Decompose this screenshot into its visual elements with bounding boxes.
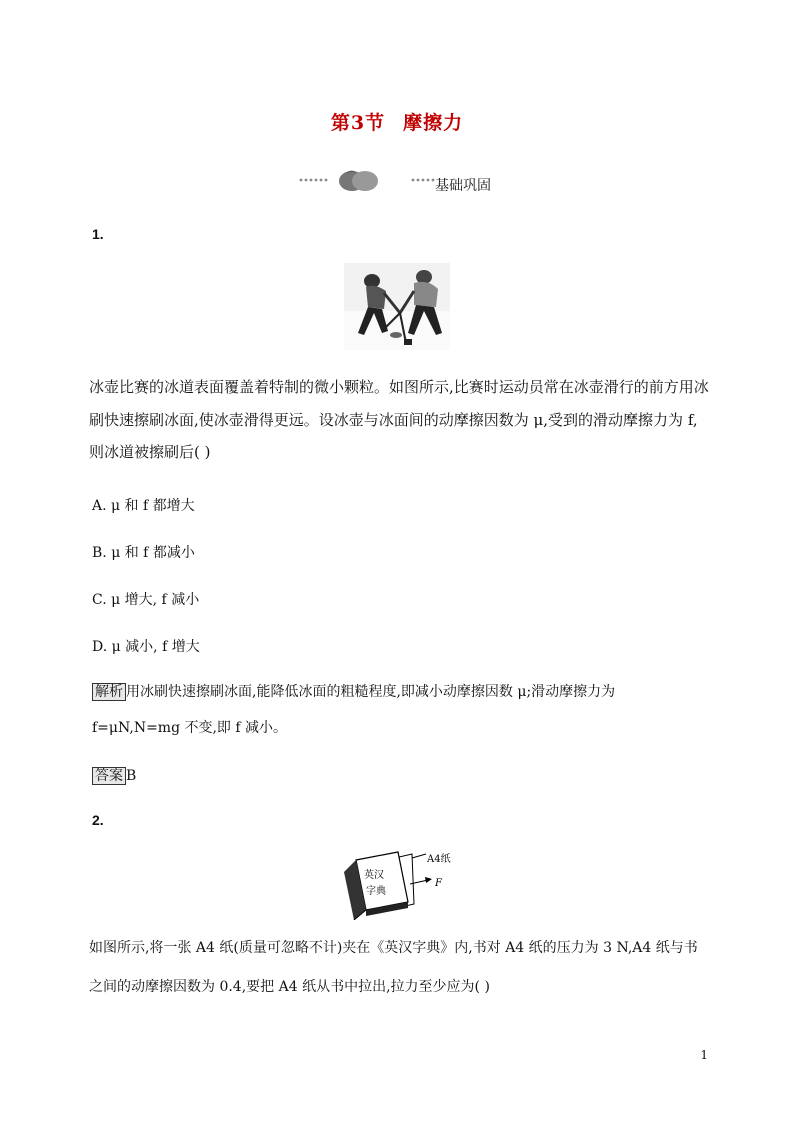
answer-block	[92, 765, 136, 785]
question-number: 1.	[92, 226, 104, 242]
option-b: B. μ 和 f 都减小	[92, 545, 195, 561]
chapter-title: 摩擦力	[403, 112, 464, 134]
curling-image-icon	[344, 263, 450, 350]
section-decoration-icon	[295, 168, 435, 194]
chapter-number: 第3节	[330, 112, 386, 134]
section-banner	[295, 168, 491, 194]
curling-photo	[344, 263, 450, 350]
force-label: F	[435, 878, 442, 889]
section-label: 基础巩固	[435, 178, 491, 194]
analysis-block	[92, 681, 615, 701]
page-title	[0, 108, 794, 135]
question-number: 2.	[92, 812, 104, 828]
analysis-text-1: 用冰刷快速擦刷冰面,能降低冰面的粗糙程度,即减小动摩擦因数 μ;滑动摩擦力为	[126, 684, 616, 700]
book-diagram-icon	[340, 850, 460, 920]
question-stem: 冰壶比赛的冰道表面覆盖着特制的微小颗粒。如图所示,比赛时运动员常在冰壶滑行的前方用冰刷快速擦刷冰面,使冰壶滑得更远。设冰壶与冰面间的动摩擦因数为 μ,受到的滑动摩擦力为 f,则冰道被擦刷后( )	[89, 378, 709, 461]
analysis-tag: 解析	[92, 683, 126, 701]
question-stem-line2: 之间的动摩擦因数为 0.4,要把 A4 纸从书中拉出,拉力至少应为( )	[89, 979, 490, 995]
answer-value: B	[126, 768, 137, 784]
option-c: C. μ 增大, f 减小	[92, 592, 200, 608]
analysis-text-2: f=μN,N=mg 不变,即 f 减小。	[92, 720, 288, 736]
option-d: D. μ 减小, f 增大	[92, 639, 200, 655]
answer-tag: 答案	[92, 767, 126, 785]
option-a: A. μ 和 f 都增大	[92, 498, 195, 514]
paper-label: A4纸	[427, 854, 451, 865]
book-title-line2: 字典	[366, 886, 386, 897]
book-figure	[340, 850, 460, 920]
page-number: 1	[700, 1048, 708, 1062]
question-stem-line1: 如图所示,将一张 A4 纸(质量可忽略不计)夹在《英汉字典》内,书对 A4 纸的压力为 3 N,A4 纸与书	[89, 940, 698, 956]
book-title-line1: 英汉	[364, 870, 384, 881]
